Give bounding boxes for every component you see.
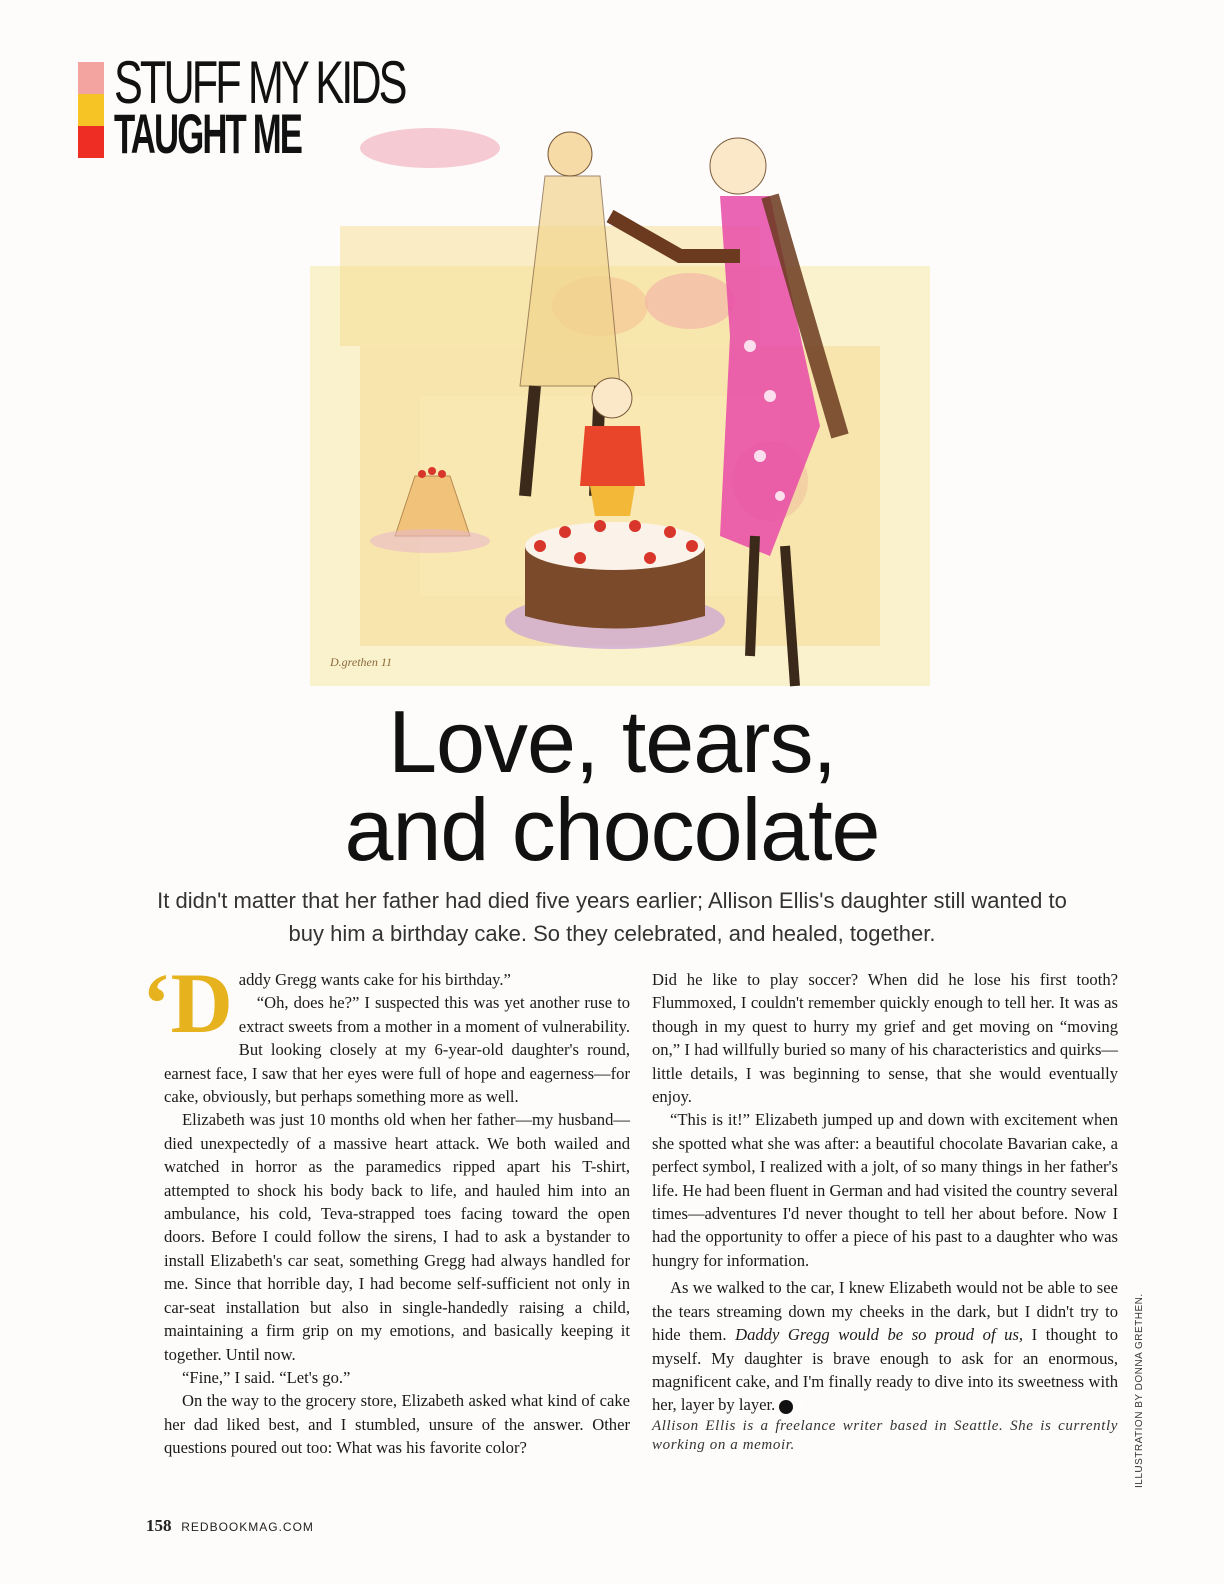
article-paragraph: “Fine,” I said. “Let's go.” — [182, 1367, 351, 1387]
color-bar-red — [78, 126, 104, 158]
article-paragraph: On the way to the grocery store, Elizabeth asked what kind of cake her dad liked best, and I stumbled, unsure of the answer. Other questions poured out too: What was his favorite color? — [164, 1391, 630, 1458]
article-column-right — [652, 968, 1118, 1455]
page-number: 158 — [146, 1516, 172, 1535]
author-bio: Allison Ellis is a freelance writer based in Seattle. She is currently working on a memoir. — [652, 1417, 1118, 1453]
headline-line1: Love, tears, — [388, 692, 836, 791]
final-text-after: I thought to myself. My daughter is brave enough to ask for an enormous, magnificent cake, and I'm finally ready to dive into its sweetness with her, layer by layer. — [652, 1325, 1119, 1415]
illustration-credit: ILLUSTRATION BY DONNA GRETHEN. — [1134, 1293, 1145, 1488]
section-color-bars — [78, 62, 104, 158]
page-folio — [146, 1516, 314, 1536]
final-text-before: As we walked to the car, I knew Elizabeth would not be able to see the tears streaming down my cheeks in the dark, but I didn't try to hide them. — [652, 1278, 1118, 1345]
birthday-cake-illustration — [300, 96, 960, 696]
article-paragraph: “This is it!” Elizabeth jumped up and down with excitement when she spotted what she was after: a beautiful chocolate Bavarian cake, a perfect symbol, I realized with a jolt, of so many things in her father's life. He had been fluent in German and had visited the country several times—adventures I'd never thought to tell her about before. Now I had the opportunity to offer a piece of his past to a daughter who was hungry for information. — [652, 1110, 1118, 1270]
section-title-line2: TAUGHT ME — [114, 102, 302, 165]
drop-cap: ‘D — [142, 955, 233, 1051]
color-bar-yellow — [78, 94, 104, 126]
article-paragraph: “Oh, does he?” I suspected this was yet another ruse to extract sweets from a mother in a moment of vulnerability. But looking closely at my 6-year-old daughter's round, earnest face, I saw that her eyes were full of hope and eagerness—for cake, obviously, but perhaps something more as well. — [164, 993, 630, 1107]
end-mark-icon: R — [779, 1400, 793, 1414]
site-url: REDBOOKMAG.COM — [181, 1520, 314, 1534]
article-paragraph: Did he like to play soccer? When did he lose his first tooth? Flummoxed, I couldn't remember quickly enough to tell her. It was as though in my quest to hurry my grief and get moving on “moving on,” I had willfully buried so many of his characteristics and quirks—little details, I was beginning to sense, that she would eventually enjoy. — [652, 970, 1118, 1107]
article-paragraph: Elizabeth was just 10 months old when her father—my husband—died unexpectedly of a massive heart attack. We both wailed and watched in horror as the paramedics ripped apart his T-shirt, attempted to shock his body back to life, and hauled him into an ambulance, his cold, Teva-strapped toes facing toward the open doors. Before I could follow the sirens, I had to ask a bystander to install Elizabeth's car seat, something Gregg had always handled for me. Since that horrible day, I had become self-sufficient not only in car-seat installation but also in single-handedly raising a child, maintaining a firm grip on my emotions, and basically keeping it together. Until now. — [164, 1110, 630, 1364]
section-title-line1: STUFF MY KIDS — [114, 49, 405, 116]
article-headline — [0, 692, 1224, 879]
article-paragraph-final — [652, 1276, 1118, 1416]
color-bar-pink — [78, 62, 104, 94]
article-column-left — [142, 955, 630, 1460]
final-text-italic: Daddy Gregg would be so proud of us, — [735, 1325, 1024, 1345]
article-dek: It didn't matter that her father had died five years earlier; Allison Ellis's daughter still wanted to buy him a birthday cake. So they celebrated, and healed, together. — [157, 888, 1067, 946]
headline-line2: and chocolate — [344, 780, 880, 879]
article-paragraph: addy Gregg wants cake for his birthday.” — [238, 970, 511, 989]
illustration-signature: D.grethen 11 — [330, 655, 392, 669]
